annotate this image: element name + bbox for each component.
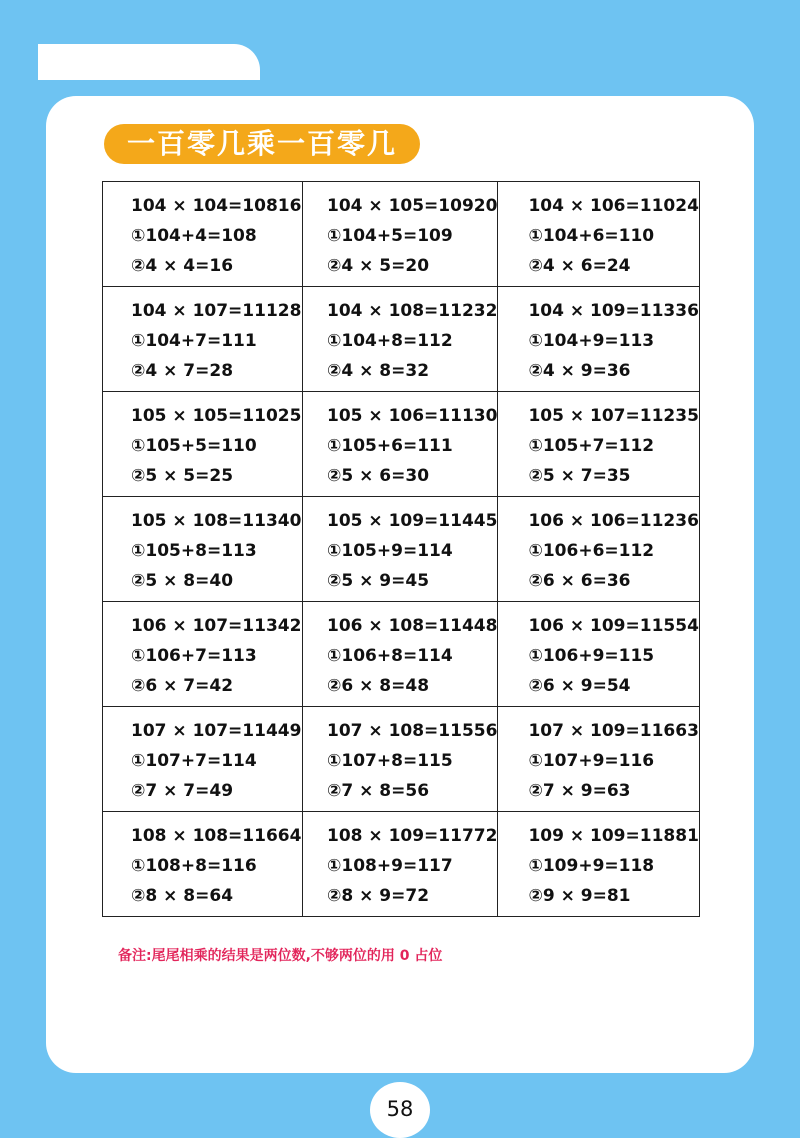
step-one-line: ①105+6=111: [327, 436, 453, 456]
table-cell: [103, 182, 303, 287]
equation-line: 106 × 109=11554: [528, 616, 699, 636]
step-one-line: ①107+9=116: [528, 751, 655, 771]
step-one-line: ①104+4=108: [131, 226, 257, 246]
table-cell: [303, 392, 498, 497]
step-one-line: ①105+8=113: [131, 541, 257, 561]
step-one-line: ①104+9=113: [528, 331, 655, 351]
step-two-line: ②9 × 9=81: [528, 886, 631, 906]
step-one-line: ①105+9=114: [327, 541, 453, 561]
step-one-line: ①104+8=112: [327, 331, 453, 351]
step-one-line: ①104+7=111: [131, 331, 257, 351]
equation-line: 104 × 105=10920: [327, 196, 498, 216]
step-two-line: ②5 × 9=45: [327, 571, 430, 591]
step-one-line: ①106+6=112: [528, 541, 655, 561]
step-two-line: ②7 × 7=49: [131, 781, 234, 801]
table-cell: [498, 182, 699, 287]
remark-note: 备注:尾尾相乘的结果是两位数,不够两位的用 0 占位: [118, 948, 443, 964]
equation-line: 105 × 105=11025: [131, 406, 302, 426]
step-one-line: ①106+7=113: [131, 646, 257, 666]
table-cell: [103, 812, 303, 917]
table-row: [103, 602, 700, 707]
table-cell: [103, 602, 303, 707]
equation-line: 104 × 108=11232: [327, 301, 498, 321]
equation-line: 105 × 108=11340: [131, 511, 302, 531]
step-one-line: ①106+8=114: [327, 646, 453, 666]
table-row: [103, 812, 700, 917]
step-two-line: ②5 × 8=40: [131, 571, 234, 591]
table-cell: [498, 497, 699, 602]
step-one-line: ①107+8=115: [327, 751, 453, 771]
step-two-line: ②6 × 9=54: [528, 676, 631, 696]
table-cell: [303, 287, 498, 392]
table-cell: [498, 392, 699, 497]
step-one-line: ①109+9=118: [528, 856, 655, 876]
table-cell: [498, 287, 699, 392]
table-cell: [303, 497, 498, 602]
equation-line: 107 × 108=11556: [327, 721, 498, 741]
equation-line: 106 × 108=11448: [327, 616, 498, 636]
page-title: 一百零几乘一百零几: [104, 124, 420, 164]
table-cell: [303, 812, 498, 917]
table-row: [103, 707, 700, 812]
page-number: 58: [370, 1082, 430, 1138]
step-two-line: ②6 × 7=42: [131, 676, 234, 696]
equation-line: 108 × 108=11664: [131, 826, 302, 846]
table-cell: [103, 497, 303, 602]
step-two-line: ②5 × 5=25: [131, 466, 234, 486]
equation-line: 106 × 107=11342: [131, 616, 302, 636]
equation-line: 107 × 109=11663: [528, 721, 699, 741]
equation-line: 107 × 107=11449: [131, 721, 302, 741]
step-one-line: ①104+5=109: [327, 226, 453, 246]
step-two-line: ②4 × 5=20: [327, 256, 430, 276]
equation-line: 104 × 109=11336: [528, 301, 699, 321]
equation-line: 109 × 109=11881: [528, 826, 699, 846]
step-one-line: ①108+8=116: [131, 856, 257, 876]
table-cell: [103, 392, 303, 497]
step-two-line: ②5 × 6=30: [327, 466, 430, 486]
step-two-line: ②4 × 9=36: [528, 361, 631, 381]
step-two-line: ②8 × 9=72: [327, 886, 430, 906]
table-cell: [498, 707, 699, 812]
step-two-line: ②4 × 4=16: [131, 256, 234, 276]
equation-line: 104 × 106=11024: [528, 196, 699, 216]
table-cell: [498, 812, 699, 917]
table-row: [103, 497, 700, 602]
step-one-line: ①107+7=114: [131, 751, 257, 771]
step-two-line: ②6 × 6=36: [528, 571, 631, 591]
step-two-line: ②4 × 7=28: [131, 361, 234, 381]
step-one-line: ①106+9=115: [528, 646, 655, 666]
table-cell: [498, 602, 699, 707]
equation-line: 105 × 109=11445: [327, 511, 498, 531]
multiplication-table: [102, 181, 700, 917]
step-one-line: ①105+7=112: [528, 436, 655, 456]
top-tab-decoration: [38, 44, 260, 80]
equation-line: 108 × 109=11772: [327, 826, 498, 846]
step-two-line: ②6 × 8=48: [327, 676, 430, 696]
step-two-line: ②4 × 8=32: [327, 361, 430, 381]
table-cell: [303, 602, 498, 707]
table-row: [103, 287, 700, 392]
step-one-line: ①105+5=110: [131, 436, 257, 456]
equation-line: 104 × 107=11128: [131, 301, 302, 321]
step-two-line: ②4 × 6=24: [528, 256, 631, 276]
equation-line: 105 × 106=11130: [327, 406, 498, 426]
step-one-line: ①108+9=117: [327, 856, 453, 876]
step-two-line: ②7 × 9=63: [528, 781, 631, 801]
table-cell: [103, 707, 303, 812]
step-one-line: ①104+6=110: [528, 226, 655, 246]
step-two-line: ②5 × 7=35: [528, 466, 631, 486]
table-cell: [303, 182, 498, 287]
step-two-line: ②7 × 8=56: [327, 781, 430, 801]
step-two-line: ②8 × 8=64: [131, 886, 234, 906]
table-cell: [103, 287, 303, 392]
table-row: [103, 392, 700, 497]
equation-line: 104 × 104=10816: [131, 196, 302, 216]
table-cell: [303, 707, 498, 812]
table-row: [103, 182, 700, 287]
equation-line: 106 × 106=11236: [528, 511, 699, 531]
equation-line: 105 × 107=11235: [528, 406, 699, 426]
